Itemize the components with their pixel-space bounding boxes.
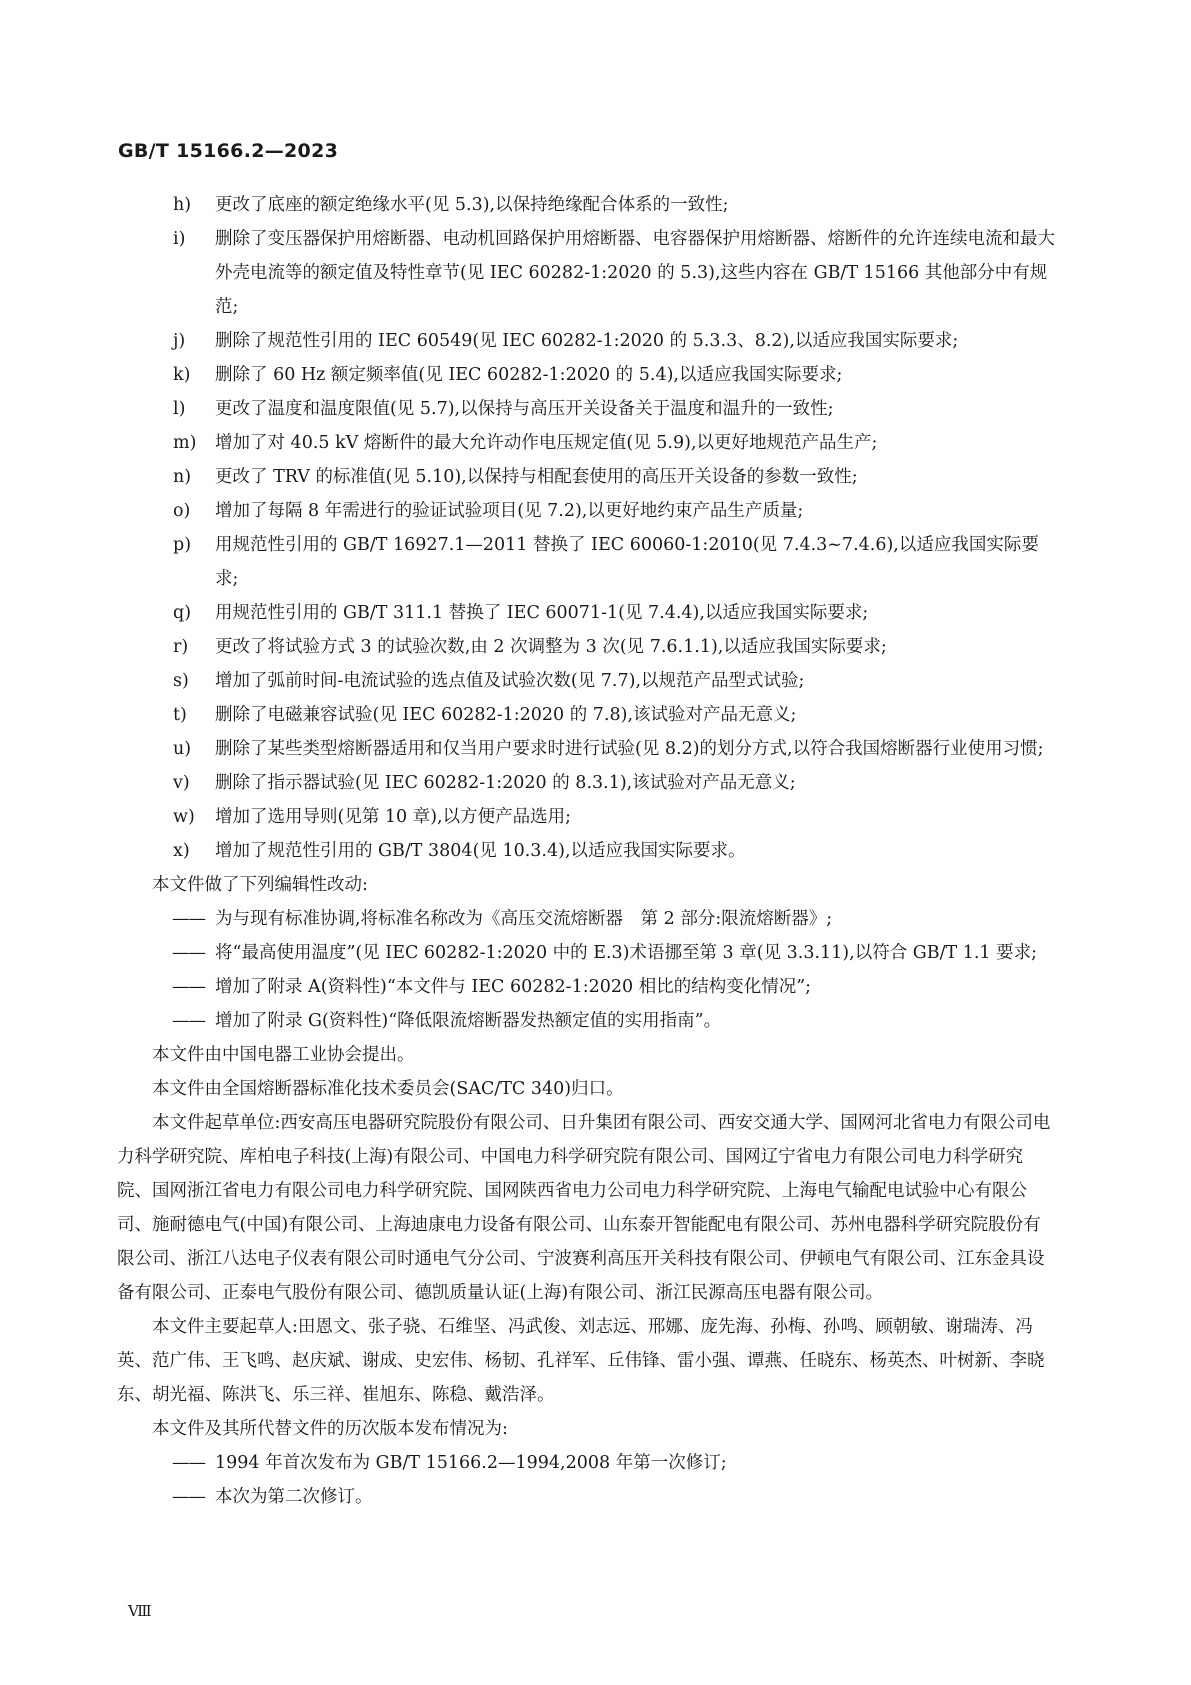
dash-mark: —— xyxy=(172,943,205,963)
list-item-label: k) xyxy=(173,365,191,385)
dash-mark: —— xyxy=(172,1011,205,1031)
history-intro: 本文件及其所代替文件的历次版本发布情况为: xyxy=(152,1419,508,1439)
dash-item-text: 增加了附录 A(资料性)“本文件与 IEC 60282-1:2020 相比的结构变化情况”; xyxy=(215,977,812,997)
list-item xyxy=(117,834,1057,868)
list-item xyxy=(117,698,1057,732)
list-item-label: p) xyxy=(173,535,192,555)
list-item-text: 删除了规范性引用的 IEC 60549(见 IEC 60282-1:2020 的 5.3.3、8.2),以适应我国实际要求; xyxy=(215,331,959,351)
list-item xyxy=(117,766,1057,800)
list-item-text: 删除了指示器试验(见 IEC 60282-1:2020 的 8.3.1),该试验对产品无意义; xyxy=(215,773,796,793)
list-item xyxy=(117,426,1057,460)
history-list xyxy=(117,1446,1057,1514)
list-item-label: j) xyxy=(173,331,186,351)
list-item-text: 删除了某些类型熔断器适用和仅当用户要求时进行试验(见 8.2)的划分方式,以符合我国熔断器行业使用习惯; xyxy=(215,739,1044,759)
list-item-text: 增加了每隔 8 年需进行的验证试验项目(见 7.2),以更好地约束产品生产质量; xyxy=(215,501,804,521)
list-item-label: n) xyxy=(173,467,192,487)
list-item xyxy=(117,732,1057,766)
list-item xyxy=(117,358,1057,392)
list-item-text: 增加了对 40.5 kV 熔断件的最大允许动作电压规定值(见 5.9),以更好地规范产品生产; xyxy=(215,433,878,453)
dash-item-text: 将“最高使用温度”(见 IEC 60282-1:2020 中的 E.3)术语挪至第 3 章(见 3.3.11),以符合 GB/T 1.1 要求; xyxy=(215,943,1038,963)
dash-mark: —— xyxy=(172,977,205,997)
list-item-text: 删除了变压器保护用熔断器、电动机回路保护用熔断器、电容器保护用熔断器、熔断件的允许连续电流和最大外壳电流等的额定值及特性章节(见 IEC 60282-1:2020 的 5.3),这些内容在 GB/T 15166 其他部分中有规范; xyxy=(215,229,1055,317)
page-number: Ⅷ xyxy=(128,1602,152,1620)
list-item-text: 增加了选用导则(见第 10 章),以方便产品选用; xyxy=(215,807,572,827)
proposed-by-paragraph: 本文件由中国电器工业协会提出。 xyxy=(152,1045,415,1065)
centralized-by-paragraph: 本文件由全国熔断器标准化技术委员会(SAC/TC 340)归口。 xyxy=(152,1079,624,1099)
list-item-label: o) xyxy=(173,501,191,521)
dash-mark: —— xyxy=(172,909,205,929)
list-item-label: t) xyxy=(173,705,187,725)
list-item-text: 更改了将试验方式 3 的试验次数,由 2 次调整为 3 次(见 7.6.1.1),以适应我国实际要求; xyxy=(215,637,887,657)
list-item-text: 删除了电磁兼容试验(见 IEC 60282-1:2020 的 7.8),该试验对产品无意义; xyxy=(215,705,797,725)
dash-item xyxy=(117,1480,1057,1514)
list-item xyxy=(117,596,1057,630)
dash-item-text: 增加了附录 G(资料性)“降低限流熔断器发热额定值的实用指南”。 xyxy=(215,1011,722,1031)
list-item xyxy=(117,324,1057,358)
list-item-text: 删除了 60 Hz 额定频率值(见 IEC 60282-1:2020 的 5.4),以适应我国实际要求; xyxy=(215,365,843,385)
dash-item xyxy=(117,936,1057,970)
drafting-units-paragraph: 本文件起草单位:西安高压电器研究院股份有限公司、日升集团有限公司、西安交通大学、国网河北省电力有限公司电力科学研究院、库柏电子科技(上海)有限公司、中国电力科学研究院有限公司、国网辽宁省电力有限公司电力科学研究院、国网浙江省电力有限公司电力科学研究院、国网陕西省电力公司电力科学研究院、上海电气输配电试验中心有限公司、施耐德电气(中国)有限公司、上海迪康电力设备有限公司、山东泰开智能配电有限公司、苏州电器科学研究院股份有限公司、浙江八达电子仪表有限公司时通电气分公司、宁波赛利高压开关科技有限公司、伊顿电气有限公司、江东金具设备有限公司、正泰电气股份有限公司、德凯质量认证(上海)有限公司、浙江民源高压电器有限公司。 xyxy=(117,1113,1051,1303)
list-item-text: 增加了弧前时间-电流试验的选点值及试验次数(见 7.7),以规范产品型式试验; xyxy=(215,671,805,691)
list-item-label: q) xyxy=(173,603,192,623)
list-item xyxy=(117,460,1057,494)
list-item-text: 用规范性引用的 GB/T 311.1 替换了 IEC 60071-1(见 7.4.4),以适应我国实际要求; xyxy=(215,603,869,623)
dash-item xyxy=(117,1004,1057,1038)
dash-item xyxy=(117,1446,1057,1480)
dash-item xyxy=(117,902,1057,936)
list-item-label: m) xyxy=(173,433,197,453)
list-item-label: i) xyxy=(173,229,186,249)
list-item xyxy=(117,664,1057,698)
editorial-intro: 本文件做了下列编辑性改动: xyxy=(152,875,368,895)
list-item xyxy=(117,630,1057,664)
list-item-text: 增加了规范性引用的 GB/T 3804(见 10.3.4),以适应我国实际要求。 xyxy=(215,841,746,861)
list-item xyxy=(117,528,1057,596)
list-item xyxy=(117,494,1057,528)
list-item-label: x) xyxy=(173,841,190,861)
dash-item-text: 本次为第二次修订。 xyxy=(215,1487,373,1507)
main-drafters-paragraph: 本文件主要起草人:田恩文、张子骁、石维坚、冯武俊、刘志远、邢娜、庞先海、孙梅、孙鸣、顾朝敏、谢瑞涛、冯英、范广伟、王飞鸣、赵庆斌、谢成、史宏伟、杨韧、孔祥军、丘伟锋、雷小强、谭燕、任晓东、杨英杰、叶树新、李晓东、胡光福、陈洪飞、乐三祥、崔旭东、陈稳、戴浩泽。 xyxy=(117,1317,1045,1405)
list-item-label: v) xyxy=(173,773,190,793)
dash-mark: —— xyxy=(172,1453,205,1473)
dash-mark: —— xyxy=(172,1487,205,1507)
list-item-label: w) xyxy=(173,807,195,827)
list-item-text: 用规范性引用的 GB/T 16927.1—2011 替换了 IEC 60060-1:2010(见 7.4.3~7.4.6),以适应我国实际要求; xyxy=(215,535,1039,589)
list-item-text: 更改了底座的额定绝缘水平(见 5.3),以保持绝缘配合体系的一致性; xyxy=(215,195,729,215)
dash-item-text: 1994 年首次发布为 GB/T 15166.2—1994,2008 年第一次修订; xyxy=(215,1453,727,1473)
list-item-text: 更改了 TRV 的标准值(见 5.10),以保持与相配套使用的高压开关设备的参数一致性; xyxy=(215,467,858,487)
list-item xyxy=(117,392,1057,426)
dash-item xyxy=(117,970,1057,1004)
list-item-text: 更改了温度和温度限值(见 5.7),以保持与高压开关设备关于温度和温升的一致性; xyxy=(215,399,834,419)
dash-item-text: 为与现有标准协调,将标准名称改为《高压交流熔断器 第 2 部分:限流熔断器》; xyxy=(215,909,833,929)
list-item-label: h) xyxy=(173,195,192,215)
list-item-label: l) xyxy=(173,399,186,419)
list-item-label: u) xyxy=(173,739,192,759)
standard-code-header: GB/T 15166.2—2023 xyxy=(118,140,339,162)
list-item-label: r) xyxy=(173,637,189,657)
technical-changes-list xyxy=(117,188,1057,868)
list-item xyxy=(117,800,1057,834)
editorial-changes-list xyxy=(117,902,1057,1038)
list-item xyxy=(117,188,1057,222)
list-item xyxy=(117,222,1057,324)
foreword-content xyxy=(117,188,1057,1514)
list-item-label: s) xyxy=(173,671,189,691)
